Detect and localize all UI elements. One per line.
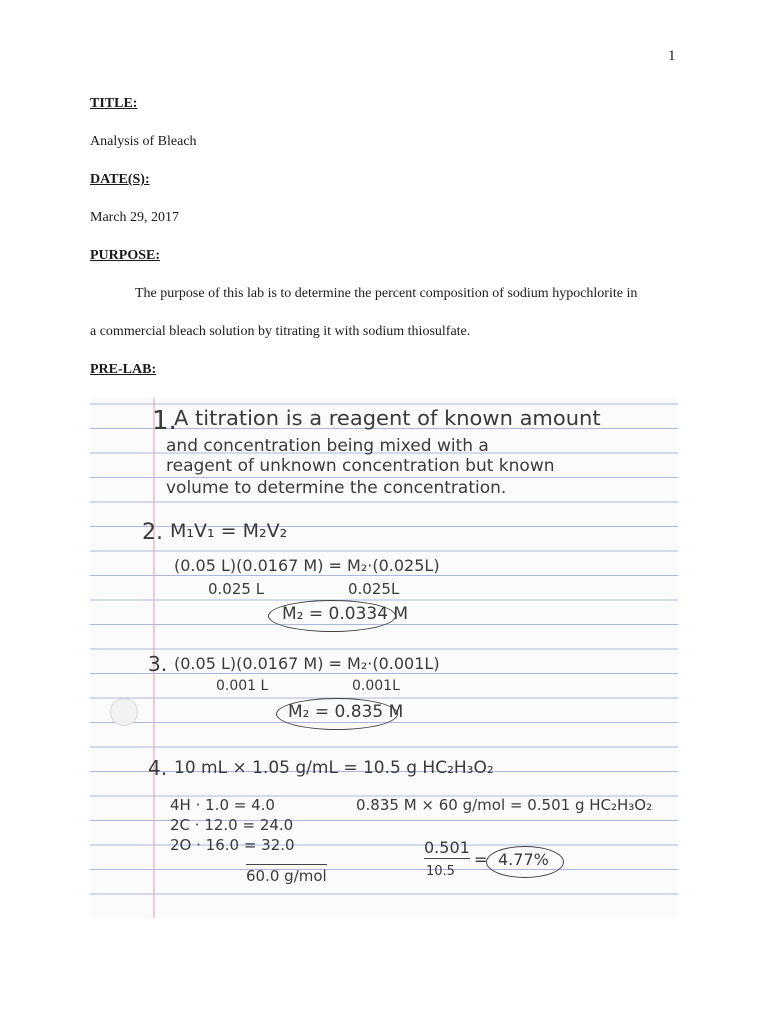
q1-line3: reagent of unknown concentration but known — [166, 456, 555, 476]
q2-denominator-left: 0.025 L — [208, 580, 265, 598]
q4-oxygen: 2O · 16.0 = 32.0 — [170, 836, 295, 854]
q1-line1: A titration is a reagent of known amount — [174, 406, 601, 430]
purpose-text-line1: The purpose of this lab is to determine the percent composition of sodium hypochlorite in — [135, 286, 638, 301]
q2-numerator: (0.05 L)(0.0167 M) = M₂·(0.025L) — [174, 556, 440, 575]
q4-mass-calc: 0.835 M × 60 g/mol = 0.501 g HC₂H₃O₂ — [356, 796, 653, 814]
q3-denominator-left: 0.001 L — [216, 678, 269, 694]
punch-hole — [110, 698, 138, 726]
title-heading: TITLE: — [90, 96, 138, 111]
q1-number: 1. — [152, 406, 177, 436]
q4-equals: = — [474, 850, 488, 869]
q2-formula: M₁V₁ = M₂V₂ — [170, 520, 288, 542]
q4-number: 4. — [148, 756, 168, 780]
q4-molar-mass: 60.0 g/mol — [246, 864, 327, 885]
q4-percent: 4.77% — [498, 850, 549, 869]
q4-fraction-denominator: 10.5 — [426, 864, 455, 879]
q4-line1: 10 mL × 1.05 g/mL = 10.5 g HC₂H₃O₂ — [174, 758, 494, 778]
notebook-image — [90, 398, 678, 918]
q3-numerator: (0.05 L)(0.0167 M) = M₂·(0.001L) — [174, 654, 440, 673]
purpose-heading: PURPOSE: — [90, 248, 160, 263]
q1-line2: and concentration being mixed with a — [166, 436, 489, 456]
prelab-heading: PRE-LAB: — [90, 362, 157, 377]
purpose-text-line2: a commercial bleach solution by titrating it with sodium thiosulfate. — [90, 324, 471, 339]
q4-hydrogen: 4H · 1.0 = 4.0 — [170, 796, 275, 814]
title-value: Analysis of Bleach — [90, 134, 197, 149]
page-number: 1 — [668, 48, 676, 64]
q3-answer: M₂ = 0.835 M — [288, 702, 404, 722]
q2-number: 2. — [142, 520, 163, 545]
q3-denominator-right: 0.001L — [352, 678, 400, 694]
dates-value: March 29, 2017 — [90, 210, 180, 225]
q2-answer: M₂ = 0.0334 M — [282, 604, 409, 624]
q4-carbon: 2C · 12.0 = 24.0 — [170, 816, 294, 834]
q4-fraction-numerator: 0.501 — [424, 838, 470, 857]
q3-number: 3. — [148, 652, 168, 676]
q1-line4: volume to determine the concentration. — [166, 478, 507, 498]
dates-heading: DATE(S): — [90, 172, 150, 187]
q2-denominator-right: 0.025L — [348, 580, 400, 598]
